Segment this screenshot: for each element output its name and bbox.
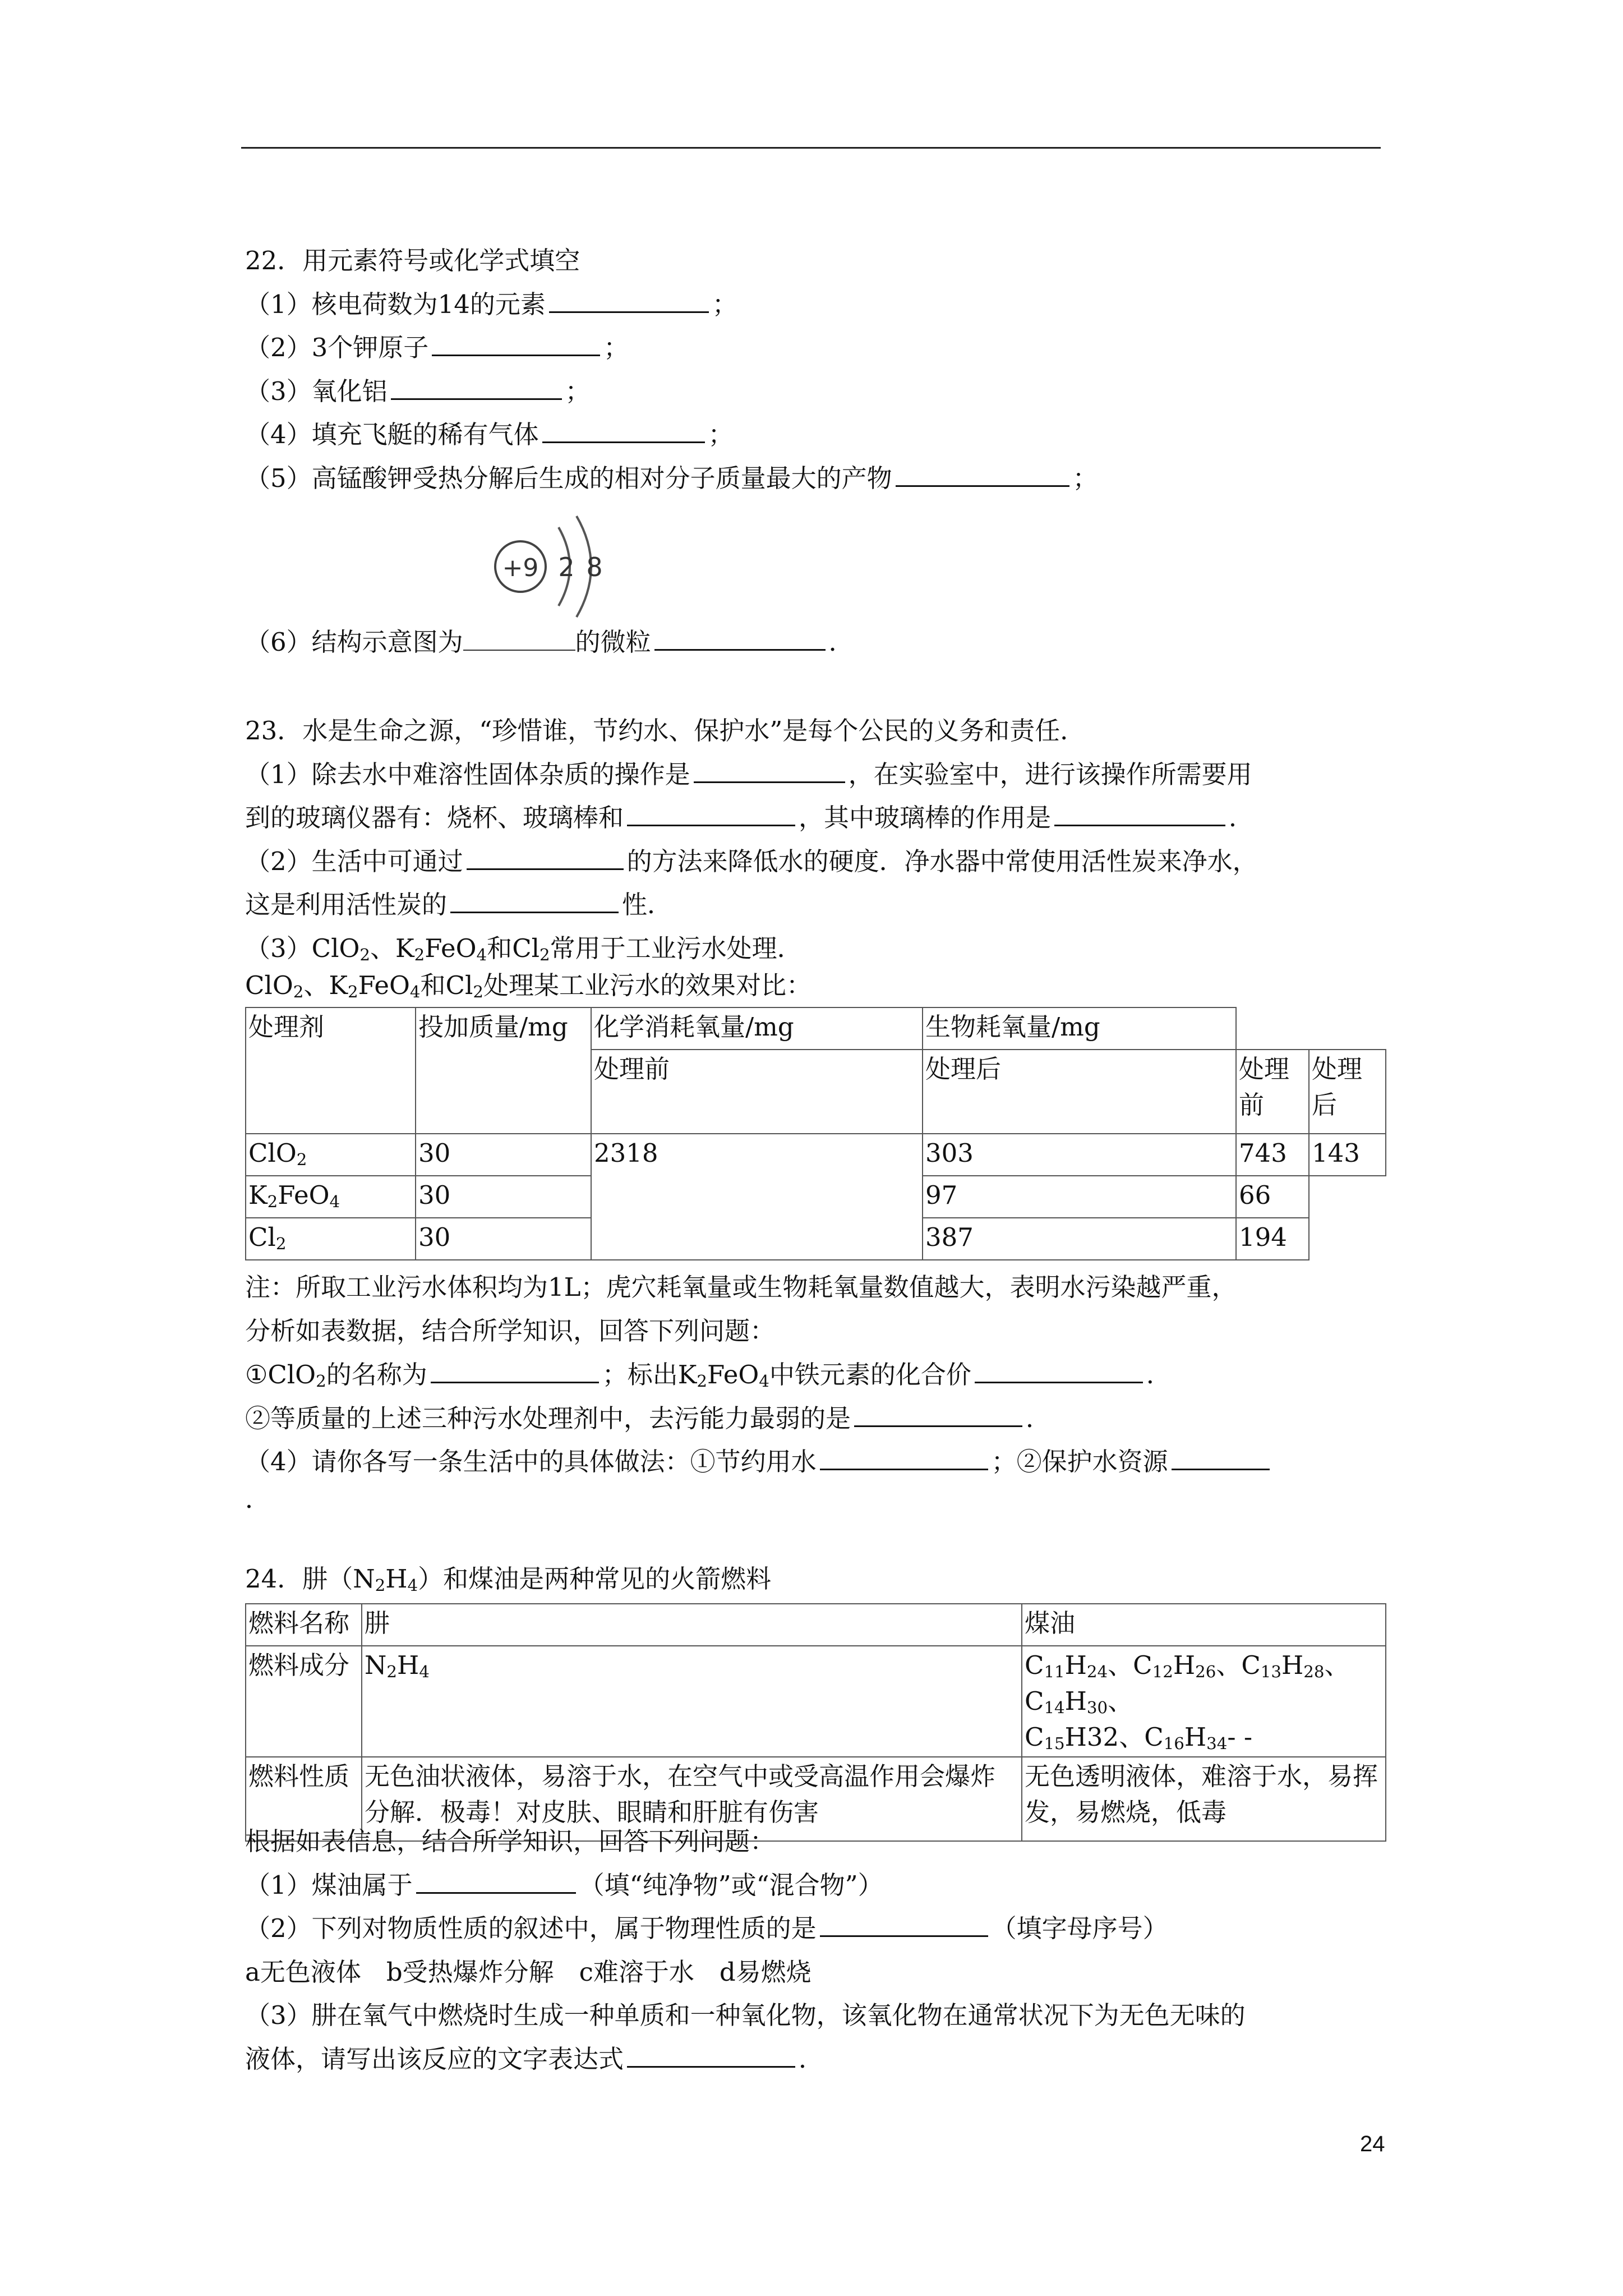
sub: 2 bbox=[275, 1234, 287, 1253]
cell-cod-before: 2318 bbox=[591, 1134, 923, 1260]
q23-c2: ②等质量的上述三种污水处理剂中，去污能力最弱的是 bbox=[245, 1404, 851, 1433]
q23-p1-blank-instrument[interactable] bbox=[627, 800, 795, 826]
q23-l6-pre: （3） bbox=[245, 933, 312, 963]
q23-c1-blank-valence[interactable] bbox=[975, 1357, 1143, 1383]
table-row bbox=[246, 1646, 1386, 1757]
formula-k2feo4-feo: FeO bbox=[425, 933, 477, 963]
q23-part1-line1 bbox=[245, 756, 1252, 793]
q22-title: 22．用元素符号或化学式填空 bbox=[245, 246, 580, 275]
q22-part6 bbox=[245, 624, 854, 661]
q23-c1-blank-name[interactable] bbox=[431, 1357, 599, 1383]
sub: 30 bbox=[1086, 1697, 1108, 1717]
q22-p5-text: （5）高锰酸钾受热分解后生成的相对分子质量最大的产物 bbox=[245, 463, 892, 493]
shell1-electrons: 2 bbox=[558, 552, 575, 582]
blank-cell bbox=[1236, 1007, 1309, 1050]
q22-part3 bbox=[245, 373, 591, 410]
q23-l4b: 的方法来降低水的硬度．净水器中常使用活性炭来净水， bbox=[626, 846, 1258, 876]
formula-cl2: Cl bbox=[512, 933, 540, 963]
q23-part2-line2 bbox=[245, 886, 672, 923]
q23-l7-post: 处理某工业污水的效果对比： bbox=[483, 970, 812, 1000]
q22-p6-blank[interactable] bbox=[654, 624, 826, 651]
cell-bod-before: 66 bbox=[1236, 1176, 1309, 1218]
c-letter: C bbox=[1144, 1722, 1164, 1752]
q22-part4 bbox=[245, 416, 734, 453]
cell-agent bbox=[246, 1218, 416, 1260]
formula-k2feo4-k: K bbox=[248, 1180, 268, 1210]
q23-note-line2: 分析如表数据，结合所学知识，回答下列问题： bbox=[245, 1316, 776, 1346]
cell-mass: 30 bbox=[416, 1134, 591, 1176]
sub: 16 bbox=[1163, 1733, 1184, 1753]
q23-p2-blank-property[interactable] bbox=[450, 887, 619, 913]
q22-p1-end: ； bbox=[712, 289, 737, 319]
q24-title bbox=[245, 1561, 771, 1598]
blank-cell bbox=[1309, 1007, 1386, 1050]
cell-cod-after: 387 bbox=[923, 1218, 1236, 1260]
sub: 4 bbox=[329, 1191, 340, 1211]
h32: H32 bbox=[1064, 1722, 1119, 1752]
q24-p1b: （填“纯净物”或“混合物”） bbox=[579, 1870, 883, 1900]
sep: 和 bbox=[420, 970, 446, 1000]
sub: 2 bbox=[540, 945, 550, 964]
q23-p4-blank-save[interactable] bbox=[820, 1444, 988, 1470]
q24-tc: ）和煤油是两种常见的火箭燃料 bbox=[418, 1564, 772, 1594]
q22-p6-text-a: （6）结构示意图为 bbox=[245, 627, 463, 657]
q22-p4-blank[interactable] bbox=[542, 417, 705, 443]
q23-title: 23．水是生命之源，“珍惜谁，节约水、保护水”是每个公民的义务和责任． bbox=[245, 716, 1086, 746]
q23-c2-end: ． bbox=[1026, 1404, 1052, 1433]
q24-p2a: （2）下列对物质性质的叙述中，属于物理性质的是 bbox=[245, 1913, 817, 1943]
fuel-name-hydrazine: 肼 bbox=[362, 1604, 1022, 1646]
q24-p1a: （1）煤油属于 bbox=[245, 1870, 413, 1900]
th-agent: 处理剂 bbox=[246, 1007, 416, 1134]
q23-table-caption bbox=[245, 967, 811, 1004]
sep: 、 bbox=[1324, 1650, 1350, 1680]
q23-part4 bbox=[245, 1443, 1270, 1480]
sub: 24 bbox=[1086, 1662, 1108, 1681]
fuel-prop-header: 燃料性质 bbox=[246, 1757, 362, 1841]
formula-clo2: ClO bbox=[245, 970, 293, 1000]
fuel-comp-header: 燃料成分 bbox=[246, 1646, 362, 1757]
th-cod-after: 处理后 bbox=[923, 1050, 1236, 1134]
q23-p4b: ；②保护水资源 bbox=[991, 1447, 1168, 1476]
sub: 14 bbox=[1044, 1697, 1065, 1717]
q22-p3-end: ； bbox=[565, 376, 591, 406]
header-rule bbox=[241, 147, 1381, 149]
th-cod: 化学消耗氧量/mg bbox=[591, 1007, 923, 1050]
q22-p1-blank[interactable] bbox=[549, 287, 709, 313]
blank-cell bbox=[1309, 1176, 1386, 1218]
q22-p5-end: ； bbox=[1072, 463, 1098, 493]
q24-options: a无色液体 b受热爆炸分解 c难溶于水 d易燃烧 bbox=[245, 1957, 811, 1987]
q23-c1c: ；标出K bbox=[602, 1360, 697, 1389]
th-bod-before-l1: 处理 bbox=[1239, 1054, 1290, 1084]
q24-p1-blank[interactable] bbox=[416, 1867, 576, 1894]
th-mass: 投加质量/mg bbox=[416, 1007, 591, 1134]
sub: 2 bbox=[316, 1371, 326, 1391]
q24-part2 bbox=[245, 1910, 1168, 1947]
sub: 2 bbox=[293, 982, 304, 1001]
q22-p2-blank[interactable] bbox=[432, 330, 600, 356]
sub: 4 bbox=[409, 982, 421, 1001]
q23-p2-blank-method[interactable] bbox=[467, 844, 624, 870]
q23-l4a: （2）生活中可通过 bbox=[245, 846, 463, 876]
q24-intro: 根据如表信息，结合所学知识，回答下列问题： bbox=[245, 1826, 776, 1856]
q23-c1-end: ． bbox=[1146, 1360, 1172, 1389]
sub: 34 bbox=[1206, 1733, 1228, 1753]
c-letter: C bbox=[1025, 1650, 1044, 1680]
c-letter: C bbox=[1025, 1686, 1044, 1716]
shell2-electrons: 8 bbox=[586, 552, 603, 582]
fuel-name-header: 燃料名称 bbox=[246, 1604, 362, 1646]
h-letter: H bbox=[1064, 1686, 1087, 1716]
q23-l5b: 性． bbox=[622, 890, 673, 919]
sep: 、 bbox=[1216, 1650, 1242, 1680]
q23-c1e: 中铁元素的化合价 bbox=[769, 1360, 971, 1389]
th-bod-before-l2: 前 bbox=[1239, 1090, 1265, 1120]
q22-p2-text: （2）3个钾原子 bbox=[245, 333, 429, 362]
formula-k2feo4-k: K bbox=[395, 933, 414, 963]
cell-bod-before: 194 bbox=[1236, 1218, 1309, 1260]
q23-sub2 bbox=[245, 1400, 1051, 1437]
table-row bbox=[246, 1604, 1386, 1646]
page-number: 24 bbox=[1360, 2132, 1385, 2156]
sub: 4 bbox=[476, 945, 487, 964]
q24-tb: H bbox=[385, 1564, 408, 1594]
water-treatment-table bbox=[245, 1007, 1386, 1260]
formula-cl2: Cl bbox=[248, 1222, 276, 1252]
sub: 2 bbox=[473, 982, 483, 1001]
h-letter: H bbox=[1064, 1650, 1087, 1680]
q23-c1a: ①ClO bbox=[245, 1360, 316, 1389]
th-bod-after-l2: 后 bbox=[1312, 1090, 1338, 1120]
sub: 2 bbox=[375, 1575, 386, 1595]
sub: 2 bbox=[267, 1191, 278, 1211]
formula-n: N bbox=[365, 1650, 387, 1680]
q23-p4a: （4）请你各写一条生活中的具体做法：①节约用水 bbox=[245, 1447, 817, 1476]
formula-clo2: ClO bbox=[248, 1138, 297, 1168]
h-letter: H bbox=[1173, 1650, 1196, 1680]
q23-l3-end: ． bbox=[1229, 803, 1255, 832]
q22-p3-blank[interactable] bbox=[391, 374, 562, 400]
sub: 4 bbox=[407, 1575, 418, 1595]
sub: 2 bbox=[359, 945, 370, 964]
q23-sub1 bbox=[245, 1356, 1172, 1393]
sep: 、 bbox=[1119, 1722, 1145, 1752]
q22-p4-text: （4）填充飞艇的稀有气体 bbox=[245, 420, 539, 449]
blank-cell bbox=[1309, 1218, 1386, 1260]
q23-l3a: 到的玻璃仪器有：烧杯、玻璃棒和 bbox=[245, 803, 624, 832]
table-row bbox=[246, 1134, 1386, 1176]
formula-h: H bbox=[397, 1650, 419, 1680]
c-letter: C bbox=[1133, 1650, 1152, 1680]
cell-cod-after: 303 bbox=[923, 1134, 1236, 1176]
sep: 和 bbox=[487, 933, 513, 963]
q22-p6-figure-line bbox=[463, 625, 575, 651]
q23-part1-line2 bbox=[245, 799, 1254, 836]
sep: 、 bbox=[370, 933, 395, 963]
q22-p3-text: （3）氧化铝 bbox=[245, 376, 388, 406]
q23-c1d: FeO bbox=[707, 1360, 759, 1389]
sep: 、 bbox=[303, 970, 329, 1000]
q23-p1-blank-operation[interactable] bbox=[694, 757, 845, 783]
sep: 、 bbox=[1108, 1650, 1133, 1680]
cell-mass: 30 bbox=[416, 1218, 591, 1260]
q22-p4-end: ； bbox=[708, 420, 734, 449]
q22-p5-blank[interactable] bbox=[896, 461, 1069, 487]
formula-cl2: Cl bbox=[445, 970, 473, 1000]
cell-agent bbox=[246, 1134, 416, 1176]
fuel-comp-kerosene bbox=[1022, 1646, 1386, 1757]
th-bod-after-l1: 处理 bbox=[1312, 1054, 1363, 1084]
q22-p2-end: ； bbox=[603, 333, 629, 362]
q22-p1-text: （1）核电荷数为14的元素 bbox=[245, 289, 546, 319]
sub: 13 bbox=[1260, 1662, 1282, 1681]
th-bod: 生物耗氧量/mg bbox=[923, 1007, 1236, 1050]
q24-p3b: 液体，请写出该反应的文字表达式 bbox=[245, 2044, 624, 2074]
q23-c1b: 的名称为 bbox=[326, 1360, 427, 1389]
sub: 4 bbox=[419, 1662, 430, 1681]
th-cod-before: 处理前 bbox=[591, 1050, 923, 1134]
cell-mass: 30 bbox=[416, 1176, 591, 1218]
cell-bod-before: 743 bbox=[1236, 1134, 1309, 1176]
fuel-comp-hydrazine bbox=[362, 1646, 1022, 1757]
formula-clo2: ClO bbox=[311, 933, 360, 963]
fuel-prop-hydrazine: 无色油状液体，易溶于水，在空气中或受高温作用会爆炸分解．极毒！对皮肤、眼睛和肝脏有伤害 bbox=[362, 1757, 1022, 1841]
q23-p4-blank-protect[interactable] bbox=[1172, 1444, 1270, 1470]
q23-l5a: 这是利用活性炭的 bbox=[245, 890, 448, 919]
q23-part2-line1 bbox=[245, 843, 1258, 880]
sub: 4 bbox=[759, 1371, 769, 1391]
fuel-name-kerosene: 煤油 bbox=[1022, 1604, 1386, 1646]
q23-l3b: ，其中玻璃棒的作用是 bbox=[799, 803, 1052, 832]
c-letter: C bbox=[1241, 1650, 1261, 1680]
q24-p3-end: ． bbox=[799, 2044, 824, 2074]
q22-part1 bbox=[245, 286, 737, 323]
q24-p2-blank[interactable] bbox=[820, 1911, 988, 1937]
sub: 2 bbox=[697, 1371, 707, 1391]
q23-note-line1: 注：所取工业污水体积均为1L；虎穴耗氧量或生物耗氧量数值越大，表明水污染越严重， bbox=[245, 1272, 1237, 1302]
table-row bbox=[246, 1007, 1386, 1050]
q23-part3-line1 bbox=[245, 930, 803, 967]
q24-part3-line2 bbox=[245, 2041, 824, 2078]
q23-c2-blank[interactable] bbox=[854, 1401, 1022, 1427]
q23-l6-post: 常用于工业污水处理． bbox=[550, 933, 803, 963]
sub: 26 bbox=[1195, 1662, 1216, 1681]
q23-p1-blank-rod-role[interactable] bbox=[1054, 800, 1225, 826]
q24-part3-line1: （3）肼在氧气中燃烧时生成一种单质和一种氧化物，该氧化物在通常状况下为无色无味的 bbox=[245, 2000, 1246, 2030]
sub: 11 bbox=[1044, 1662, 1065, 1681]
h-letter: H bbox=[1281, 1650, 1304, 1680]
q22-part5 bbox=[245, 460, 1098, 497]
cell-agent bbox=[246, 1176, 416, 1218]
formula-k2feo4-feo: FeO bbox=[278, 1180, 330, 1210]
c-letter: C bbox=[1025, 1722, 1044, 1752]
th-bod-after bbox=[1309, 1050, 1386, 1134]
q24-part1 bbox=[245, 1867, 883, 1904]
sub: 12 bbox=[1152, 1662, 1173, 1681]
sub: 28 bbox=[1303, 1662, 1325, 1681]
rocket-fuel-table bbox=[245, 1603, 1386, 1842]
formula-k2feo4-feo: FeO bbox=[358, 970, 410, 1000]
q24-ta: 24．肼（N bbox=[245, 1564, 375, 1594]
sub: 2 bbox=[414, 945, 425, 964]
q22-part2 bbox=[245, 329, 629, 366]
q23-part4-end: ． bbox=[245, 1484, 271, 1514]
sub: 2 bbox=[296, 1149, 307, 1169]
fuel-prop-kerosene: 无色透明液体，难溶于水，易挥发，易燃烧，低毒 bbox=[1022, 1757, 1386, 1841]
h-letter: H bbox=[1184, 1722, 1207, 1752]
sub: 2 bbox=[347, 982, 358, 1001]
cell-bod-after: 143 bbox=[1309, 1134, 1386, 1176]
cell-cod-after: 97 bbox=[923, 1176, 1236, 1218]
q22-p6-end: ． bbox=[828, 627, 854, 657]
q22-p6-text-b: 的微粒 bbox=[575, 627, 651, 657]
formula-k2feo4-k: K bbox=[329, 970, 348, 1000]
q24-p2b: （填字母序号） bbox=[991, 1913, 1168, 1943]
q23-l2b: ，在实验室中，进行该操作所需要用 bbox=[848, 760, 1252, 789]
th-bod-before bbox=[1236, 1050, 1309, 1134]
dash-tail: - - bbox=[1227, 1722, 1253, 1752]
sub: 2 bbox=[386, 1662, 397, 1681]
q24-p3-blank[interactable] bbox=[627, 2041, 795, 2068]
nucleus-charge: +9 bbox=[502, 554, 539, 582]
sep: 、 bbox=[1108, 1686, 1133, 1716]
q23-l2a: （1）除去水中难溶性固体杂质的操作是 bbox=[245, 760, 690, 789]
sub: 15 bbox=[1044, 1733, 1065, 1753]
